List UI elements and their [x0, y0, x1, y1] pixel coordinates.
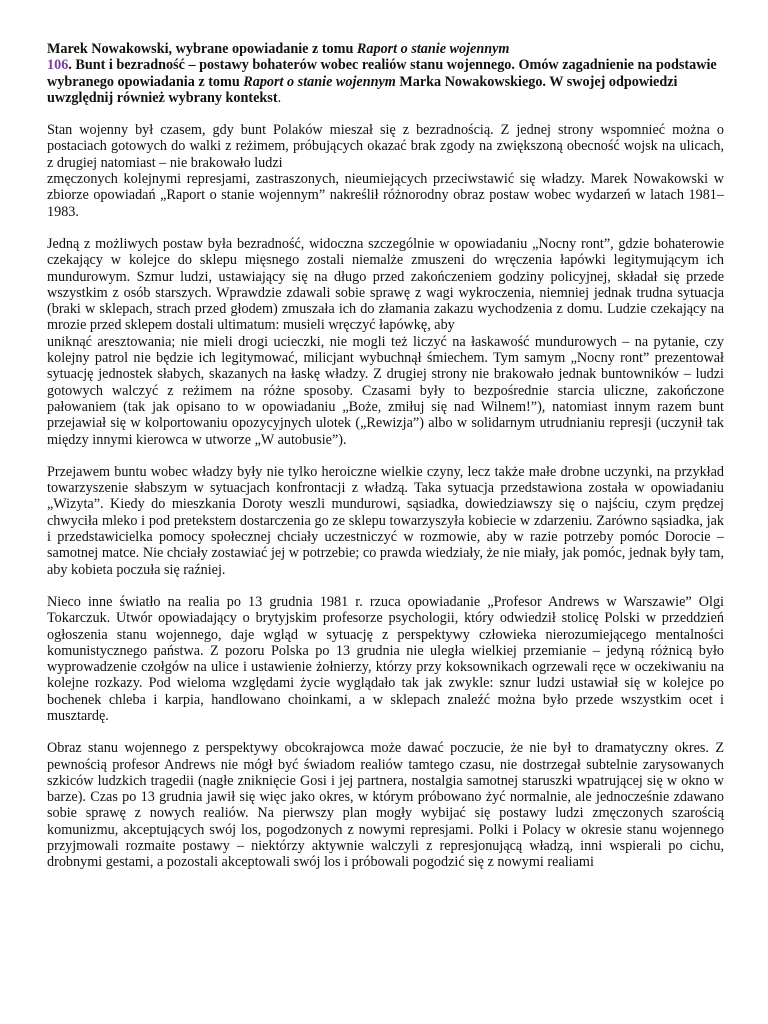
paragraph-4-text: Nieco inne światło na realia po 13 grudnia 1981 r. rzuca opowiadanie „Profesor Andrews w Warszawie” Olgi Tokarczuk. Utwór opowiadający o brytyjskim profesorze psychologii, który odwiedził stolicę Polski w przeddzień ogłoszenia stanu wojennego, daje wgląd w sytuację z perspektywy człowieka nierozumiejącego mentalności komunistycznego państwa. Z pozoru Polska po 13 grudnia nie uległa wielkiej przemianie – jedyną różnicą było wyprowadzenie czołgów na ulice i ustawienie żołnierzy, którzy przy koksownikach ogrzewali ręce w oczekiwaniu na kolejne rozkazy. Pod wieloma względami życie wyglądało tak jak zwykle: sznur ludzi ustawiał się w kolejce po bochenek chleba i karpia, handlowano choinkami, a w sklepach znaleźć można było przede wszystkim ocet i musztardę.: [47, 593, 724, 724]
paragraph-1: [47, 122, 724, 220]
question-number: 106: [47, 57, 69, 74]
paragraph-1-part-a: Stan wojenny był czasem, gdy bunt Polaków mieszał się z bezradnością. Z jednej strony wspomnieć można o postaciach gotowych do walki z reżimem, próbujących okazać brak zgody na zwiększoną obecność wojsk na ulicach, z drugiej natomiast – nie brakowało ludzi: [47, 122, 724, 171]
question-text-part2: Marka Nowakowskiego. W swojej odpowiedzi uwzględnij również wybrany kontekst: [47, 73, 678, 106]
paragraph-2-part-b: uniknąć aresztowania; nie mieli drogi ucieczki, nie mogli też liczyć na łaskawość mundurowych – na pytanie, czy kolejny patrol nie będzie ich legitymować, milicjant wybuchnął śmiechem. Tym samym „Nocny ront” prezentował sytuację jednostek słabych, skazanych na łaskę władzy. Z drugiej strony nie brakowało jednak buntowników – ludzi gotowych walczyć z reżimem na różne sposoby. Czasami były to bezpośrednie starcia uliczne, zakończone pałowaniem (tak jak opisano to w opowiadaniu „Boże, zmiłuj się nad Wilnem!”), natomiast innym razem bunt przejawiał się w kolportowaniu opozycyjnych ulotek („Rewizja”) albo w solidarnym utrudnianiu represji (uczynił tak między innymi kierowca w utworze „W autobusie”).: [47, 333, 724, 448]
header-book-title: Raport o stanie wojennym: [356, 41, 510, 57]
paragraph-3: [47, 464, 724, 578]
paragraph-2-part-a: Jedną z możliwych postaw była bezradność, widoczna szczególnie w opowiadaniu „Nocny ront”, gdzie bohaterowie czekający w kolejce do sklepu mięsnego zostali niemalże zmuszeni do wręczenia łapówki legitymującym ich mundurowym. Szmur ludzi, ustawiający się na długo przed zakończeniem godziny policyjnej, składał się przede wszystkim z osób starszych. Wprawdzie zdawali sobie sprawę z wagi wykroczenia, niemniej jednak trudna sytuacja (braki w sklepach, strach przed głodem) zmuszała ich do złamania zakazu wychodzenia z domu. Ludzie czekający na mrozie przed sklepem dostali ultimatum: musieli wręczyć łapówkę, aby: [47, 235, 724, 334]
question-text-part1: . Bunt i bezradność – postawy bohaterów wobec realiów stanu wojennego. Omów zagadnienie na podstawie wybranego opowiadania z tomu: [47, 57, 717, 90]
paragraph-4: [47, 594, 724, 724]
document-page: [47, 41, 724, 887]
paragraph-3-text: Przejawem buntu wobec władzy były nie tylko heroiczne wielkie czyny, lecz także małe drobne uczynki, na przykład towarzyszenie słabszym w sytuacjach konfrontacji z władzą. Taka sytuacja przedstawiona została w opowiadaniu „Wizyta”. Kiedy do mieszkania Doroty weszli mundurowi, sąsiadka, dowiedziawszy się o najściu, czym prędzej chwyciła mleko i pod pretekstem dostarczenia go ze sklepu towarzyszyła kobiecie w zdarzeniu. Zarówno sąsiadka, jak i przedstawicielka pomocy społecznej chciały uczestniczyć w rozmowie, aby w razie potrzeby pomóc Dorocie – samotnej matce. Nie chciały zostawiać jej w potrzebie; co prawda wiedziały, że nie miały, jak pomóc, jednak były tam, aby kobieta poczuła się raźniej.: [47, 463, 724, 578]
paragraph-1-part-b: zmęczonych kolejnymi represjami, zastraszonych, nieumiejących przeciwstawić się władzy. Marek Nowakowski w zbiorze opowiadań „Raport o stanie wojennym” nakreślił różnorodny obraz postaw wobec wydarzeń w latach 1981–1983.: [47, 171, 724, 220]
document-header: [47, 41, 724, 106]
paragraph-5-text: Obraz stanu wojennego z perspektywy obcokrajowca może dawać poczucie, że nie był to dramatyczny okres. Z pewnością profesor Andrews nie mógł być świadom realiów tamtego czasu, nie dostrzegał subtelnie zarysowanych szkiców ludzkich tragedii (nagłe zniknięcie Gosi i jej partnera, nostalgia samotnej staruszki wpatrującej się w okno w barze). Czas po 13 grudnia jawił się więc jako okres, w którym próbowano żyć normalnie, ale jednocześnie zdawano sobie sprawę z nowych realiów. Na pierwszy plan mogły wybijać się postawy ludzi zmęczonych szarością komunizmu, akceptujących swój los, pogodzonych z nowymi represjami. Polki i Polacy w okresie stanu wojennego przyjmowali rozmaite postawy – niektórzy aktywnie walczyli z represjonującą władzą, inni wspierali po cichu, drobnymi gestami, a pozostali akceptowali swój los i próbowali pogodzić się z nowymi realiami: [47, 740, 724, 871]
question-book-title: Raport o stanie wojennym: [243, 73, 396, 90]
paragraph-2: [47, 236, 724, 448]
question-period: .: [277, 89, 282, 106]
paragraph-5: [47, 740, 724, 870]
header-intro: Marek Nowakowski, wybrane opowiadanie z tomu: [47, 41, 357, 57]
